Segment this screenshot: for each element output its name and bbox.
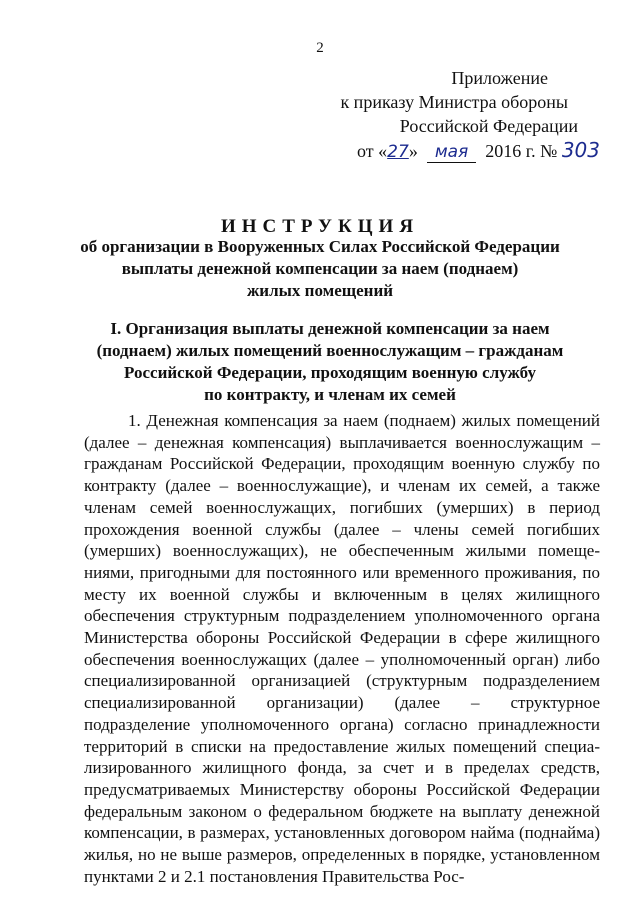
date-day-handwritten: 27: [387, 142, 409, 162]
section-heading-line: I. Организация выплаты денежной компенсации за наем: [110, 319, 550, 338]
subtitle-line: жилых помещений: [246, 281, 394, 300]
appendix-order-line: к приказу Министра обороны: [340, 92, 568, 112]
section-heading-line: (поднаем) жилых помещений военнослужащим – гражданам: [96, 341, 564, 360]
order-number-handwritten: 303: [561, 138, 600, 162]
section-heading: [80, 318, 580, 406]
document-subtitle: [60, 236, 580, 302]
subtitle-line: об организации в Вооруженных Силах Российской Федерации: [80, 237, 560, 256]
subtitle-line: выплаты денежной компенсации за наем (поднаем): [121, 259, 519, 278]
appendix-country-line: Российской Федерации: [399, 116, 578, 136]
appendix-label: Приложение: [451, 68, 548, 88]
date-prefix: от «: [357, 141, 388, 161]
page-number: 2: [316, 40, 324, 56]
date-month-handwritten: мая: [427, 142, 476, 163]
body-paragraph: 1. Денежная компенсация за наем (поднаем) жилых помещений (далее – денежная компенсация) выплачивается военнослужащим – гражданам Российской Федерации, проходящим военную службу по контракту (далее – военнослужащие), и членам их семей, а также членам семей военнослужащих, погибших (умерших) в период прохождения военной службы (далее – члены семей погибших (умерших) военнослужащих), не обеспеченным жилыми помещениями, пригодными для постоянного или временного проживания, по месту их военной службы и включенным в целях жилищного обеспечения структурным подразделением уполномоченного органа Министерства обороны Российской Федерации в сфере жилищного обеспечения военнослужащих (далее – уполномоченный орган) либо специализированной организацией (структурным подразделением специализированной организации) (далее – структурное подразделение уполномоченного органа) согласно принадлежности территорий в списки на предоставление жилых помещений специализированного жилищного фонда, за счет и в пределах средств, предусматриваемых Министерству обороны Российской Федерации федеральным законом о федеральном бюджете на выплату денежной компенсации, в размерах, установленных договором найма (поднайма) жилья, но не выше размеров, определенных в порядке, установленном пунктами 2 и 2.1 постановления Правительства Рос-: [84, 411, 600, 886]
section-heading-line: по контракту, и членам их семей: [204, 385, 456, 404]
date-year: 2016 г. №: [485, 141, 558, 161]
date-mid: »: [408, 141, 418, 161]
document-title: ИНСТРУКЦИЯ: [220, 216, 420, 237]
appendix-date-line: [330, 138, 600, 164]
section-heading-line: Российской Федерации, проходящим военную службу: [124, 363, 536, 382]
appendix-block: [330, 66, 600, 164]
